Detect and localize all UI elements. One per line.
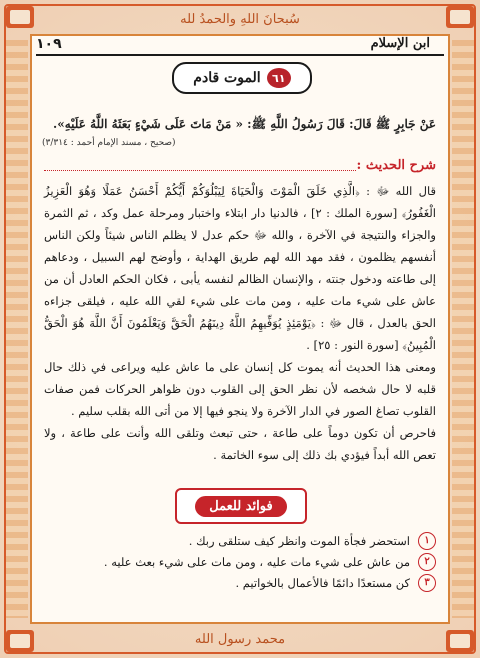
header-rule [36,54,444,56]
hadith-text: عَنْ جَابِرٍ ﷺ قَالَ: قَالَ رَسُولُ اللَّهِ ﷺ: « مَنْ مَاتَ عَلَى شَيْءٍ بَعَثَهُ اللَّهُ عَلَيْهِ». [53,117,436,131]
benefit-text: من عاش على شيء مات عليه ، ومن مات على شيء بعث عليه . [103,554,410,569]
heading-divider [44,170,356,171]
page-content [36,36,444,622]
lesson-title-box [172,62,312,94]
lesson-title: الموت قادم [193,70,261,86]
corner-ornament-tl [6,6,34,28]
corner-ornament-br [446,630,474,652]
list-item [44,551,436,572]
explanation-body [44,180,436,466]
explanation-paragraph: قال الله ﷻ : ﴿الَّذِي خَلَقَ الْمَوْتَ وَالْحَيَاةَ لِيَبْلُوَكُمْ أَيُّكُمْ أَحْسَنُ عَمَلًا وَهُوَ الْعَزِيزُ الْغَفُورُ﴾ [سورة الملك : ٢] ، فالدنيا دار ابتلاء واختبار ومرحلة عمل وكد ، ثم الثمرة والجزاء والنتيجة في الآخرة ، والله ﷻ حكم عدل لا يظلم الناس شيئاً ولكن الناس أنفسهم يظلمون ، فقد مهد الله لهم طريق الهداية ، وأوضح لهم السبيل ، ودعاهم إلى طاعته ودخول جنته ، والإنسان الظالم لنفسه يأبى ، فكان الحكم العادل أن من عاش على شيء مات عليه ، ومن مات على شيء لقي الله عليه ، فيلقى جزاءه الحق بالعدل ، قال ﷻ : ﴿يَوْمَئِذٍ يُوَفِّيهِمُ اللَّهُ دِينَهُمُ الْحَقَّ وَيَعْلَمُونَ أَنَّ اللَّهَ هُوَ الْحَقُّ الْمُبِينُ﴾ [سورة النور : ٢٥] . [44,184,436,352]
page-number: ١٠٩ [36,36,62,52]
page-header [36,36,444,56]
right-ornament [452,40,474,618]
explanation-paragraph: فاحرص أن تكون دوماً على طاعة ، حتى تبعث وتلقى الله وأنت على طاعة ، ولا تعص الله أبداً فيؤدي بك ذلك إلى سوء الخاتمة . [44,426,436,462]
bottom-calligraphy-band: محمد رسول الله [194,631,286,647]
benefits-heading: فوائد للعمل [195,496,286,517]
benefit-number: ٣ [418,574,436,592]
left-ornament [6,40,28,618]
corner-ornament-bl [6,630,34,652]
top-calligraphy-band: سُبحانَ اللهِ والحمدُ لله [180,11,300,27]
benefits-list [44,530,436,593]
corner-ornament-tr [446,6,474,28]
hadith-source: (صحيح ، مسند الإمام أحمد : ٣/٣١٤) [42,138,176,148]
benefit-text: استحضر فجأة الموت وانظر كيف ستلقى ربك . [188,533,410,548]
benefit-number: ٢ [418,553,436,571]
running-head: ابن الإسلام [370,36,430,51]
list-item [44,572,436,593]
lesson-number-badge: ٦١ [267,68,291,88]
list-item [44,530,436,551]
explanation-paragraph: ومعنى هذا الحديث أنه يموت كل إنسان على ما عاش عليه ويراعى في ذلك حال قلبه لا حال شخصه لأن نظر الحق إلى القلوب دون ظواهر الحركات فمن صفات القلوب تصاغ الصور في الدار الآخرة ولا ينجو فيها إلا من أتى الله بقلب سليم . [44,360,436,418]
benefit-text: كن مستعدًا دائمًا فالأعمال بالخواتيم . [235,575,410,590]
benefit-number: ١ [418,532,436,550]
explanation-heading: شرح الحديث : [356,158,436,173]
benefits-heading-box [175,488,307,524]
